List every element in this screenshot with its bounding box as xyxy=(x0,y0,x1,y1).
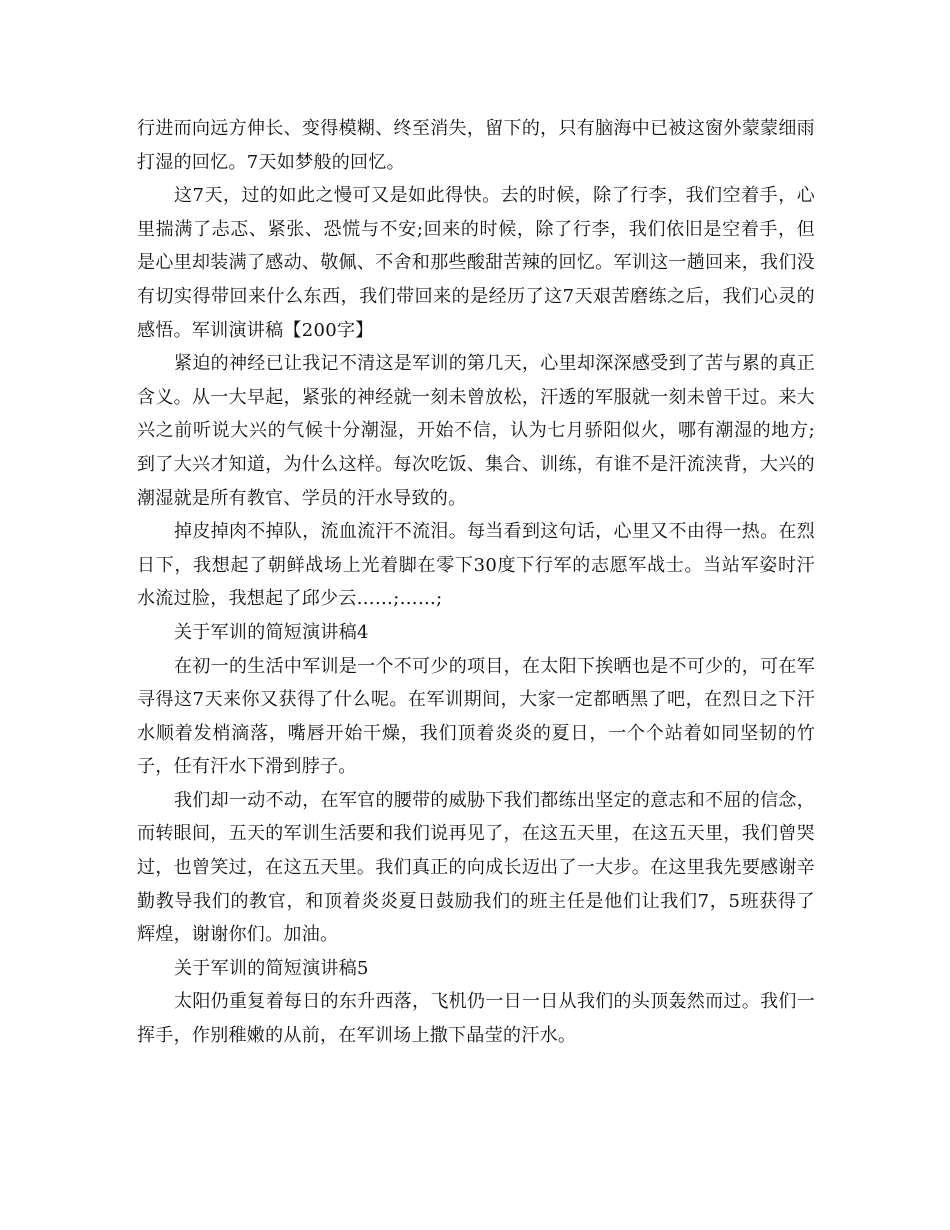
section-heading-4: 关于军训的简短演讲稿4 xyxy=(174,621,369,643)
paragraph-2: 这7天，过的如此之慢可又是如此得快。去的时候，除了行李，我们空着手，心里揣满了忐忑、紧张、恐慌与不安;回来的时候，除了行李，我们依旧是空着手，但是心里却装满了感动、敬佩、不舍和那些酸甜苦辣的回忆。军训这一趟回来，我们没有切实得带回来什么东西，我们带回来的是经历了这7天艰苦磨练之后，我们心灵的感悟。军训演讲稿【200字】 xyxy=(137,185,815,341)
paragraph-7: 太阳仍重复着每日的东升西落，飞机仍一日一日从我们的头顶轰然而过。我们一挥手，作别稚嫩的从前，在军训场上撒下晶莹的汗水。 xyxy=(137,991,815,1047)
paragraph-3: 紧迫的神经已让我记不清这是军训的第几天，心里却深深感受到了苦与累的真正含义。从一大早起，紧张的神经就一刻未曾放松，汗透的军服就一刻未曾干过。来大兴之前听说大兴的气候十分潮湿，开始不信，认为七月骄阳似火，哪有潮湿的地方;到了大兴才知道，为什么这样。每次吃饭、集合、训练，有谁不是汗流浃背，大兴的潮湿就是所有教官、学员的汗水导致的。 xyxy=(137,353,815,509)
paragraph-5: 在初一的生活中军训是一个不可少的项目，在太阳下挨晒也是不可少的，可在军寻得这7天来你又获得了什么呢。在军训期间，大家一定都晒黑了吧，在烈日之下汗水顺着发梢滴落，嘴唇开始干燥，我们顶着炎炎的夏日，一个个站着如同坚韧的竹子，任有汗水下滑到脖子。 xyxy=(137,655,815,778)
paragraph-4: 掉皮掉肉不掉队，流血流汗不流泪。每当看到这句话，心里又不由得一热。在烈日下，我想起了朝鲜战场上光着脚在零下30度下行军的志愿军战士。当站军姿时汗水流过脸，我想起了邱少云……;……; xyxy=(137,521,815,610)
paragraph-1: 行进而向远方伸长、变得模糊、终至消失，留下的，只有脑海中已被这窗外蒙蒙细雨打湿的回忆。7天如梦般的回忆。 xyxy=(137,118,815,173)
paragraph-6: 我们却一动不动，在军官的腰带的威胁下我们都练出坚定的意志和不屈的信念，而转眼间，五天的军训生活要和我们说再见了，在这五天里，在这五天里，我们曾哭过，也曾笑过，在这五天里。我们真正的向成长迈出了一大步。在这里我先要感谢辛勤教导我们的教官，和顶着炎炎夏日鼓励我们的班主任是他们让我们7，5班获得了辉煌，谢谢你们。加油。 xyxy=(137,789,815,946)
section-heading-5: 关于军训的简短演讲稿5 xyxy=(174,957,369,979)
document-body xyxy=(137,112,815,1053)
